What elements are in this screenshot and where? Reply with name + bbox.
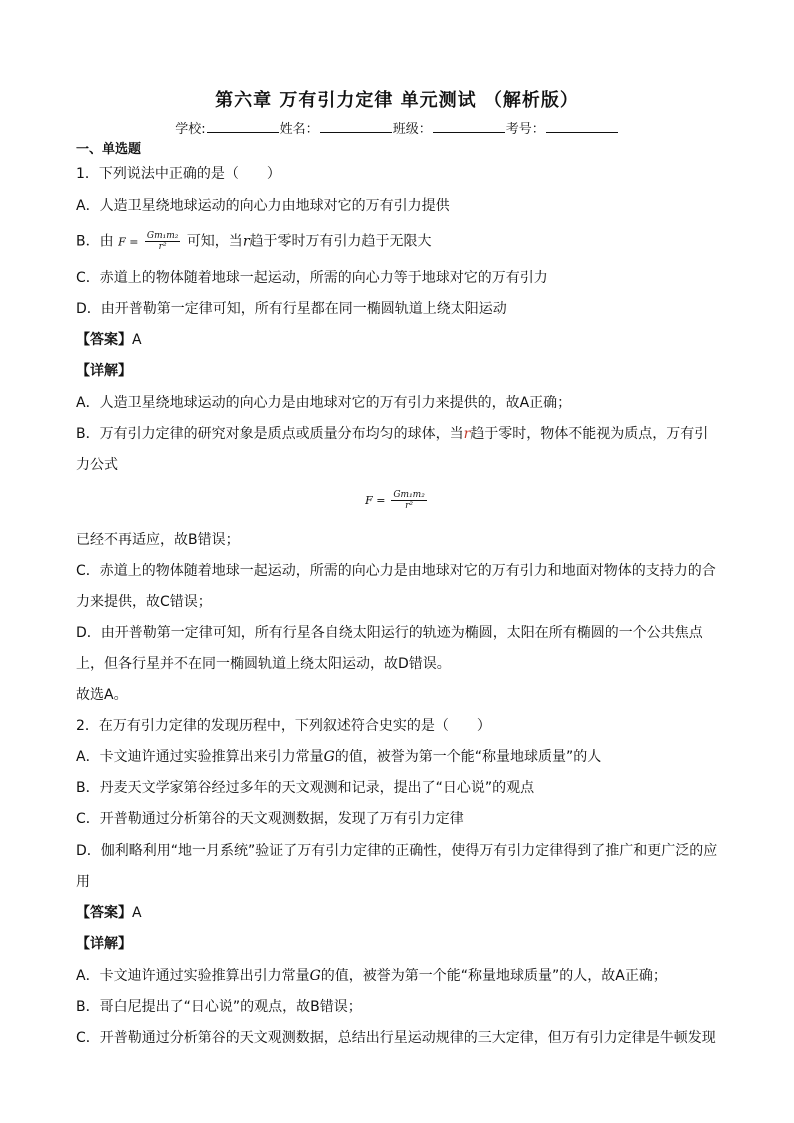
q1-conclusion: 故选A。 bbox=[76, 687, 128, 703]
q1-stem: 1．下列说法中正确的是（ ） bbox=[76, 166, 281, 182]
answer-label: 【答案】 bbox=[76, 332, 132, 348]
q1-detail-b-prefix: B．万有引力定律的研究对象是质点或质量分布均匀的球体，当 bbox=[76, 426, 464, 442]
q1-detail-c-1: C．赤道上的物体随着地球一起运动，所需的向心力是由地球对它的万有引力和地面对物体的支持力的合 bbox=[76, 563, 716, 579]
exam-no-label: 考号： bbox=[505, 122, 545, 137]
q1-detail-a: A．人造卫星绕地球运动的向心力是由地球对它的万有引力来提供的，故A正确； bbox=[76, 395, 572, 411]
gravitation-formula bbox=[145, 231, 180, 252]
q1-detail-c-2: 力来提供，故C错误； bbox=[76, 594, 212, 610]
q1-option-a: A．人造卫星绕地球运动的向心力由地球对它的万有引力提供 bbox=[76, 198, 450, 214]
q1-detail-d-1: D．由开普勒第一定律可知，所有行星各自绕太阳运行的轨迹为椭圆，太阳在所有椭圆的一个公共焦点 bbox=[76, 625, 703, 641]
q2-stem: 2．在万有引力定律的发现历程中，下列叙述符合史实的是（ ） bbox=[76, 718, 491, 734]
class-blank bbox=[433, 120, 505, 133]
q2-answer bbox=[76, 903, 142, 923]
student-info-line bbox=[0, 118, 794, 137]
var-r: r bbox=[242, 233, 250, 250]
q2-detail-a-suffix: 的值，被誉为第一个能“称量地球质量”的人，故A正确； bbox=[320, 968, 667, 984]
q2-detail-a bbox=[76, 966, 667, 986]
q1-detail-b-3: 已经不再适应，故B错误； bbox=[76, 532, 240, 548]
var-r-red: r bbox=[463, 426, 471, 442]
school-label: 学校: bbox=[175, 122, 206, 137]
q2-option-d-1: D．伽利略利用“地一月系统”验证了万有引力定律的正确性，使得万有引力定律得到了推广和更广泛的应 bbox=[76, 843, 718, 859]
q1-detail-label: 【详解】 bbox=[76, 363, 132, 379]
answer-value: A bbox=[132, 332, 142, 348]
q1-option-d: D．由开普勒第一定律可知，所有行星都在同一椭圆轨道上绕太阳运动 bbox=[76, 301, 507, 317]
school-blank bbox=[207, 120, 279, 133]
q2-answer-label: 【答案】 bbox=[76, 905, 132, 921]
q2-option-b: B．丹麦天文学家第谷经过多年的天文观测和记录，提出了“日心说”的观点 bbox=[76, 780, 535, 796]
q2-option-d-2: 用 bbox=[76, 874, 90, 890]
centered-formula-lhs: F = bbox=[365, 494, 386, 507]
q2-option-a bbox=[76, 747, 601, 767]
name-label: 姓名： bbox=[279, 122, 319, 137]
q2-answer-value: A bbox=[132, 905, 142, 921]
q1-detail-b-2: 力公式 bbox=[76, 457, 118, 473]
q2-detail-label: 【详解】 bbox=[76, 936, 132, 952]
q2-detail-b: B．哥白尼提出了“日心说”的观点，故B错误； bbox=[76, 999, 362, 1015]
q1-option-b-mid: 可知，当 bbox=[186, 233, 243, 250]
q1-detail-b-suffix: 趋于零时，物体不能视为质点，万有引 bbox=[470, 426, 709, 442]
class-label: 班级： bbox=[392, 122, 432, 137]
q1-option-c: C．赤道上的物体随着地球一起运动，所需的向心力等于地球对它的万有引力 bbox=[76, 270, 548, 286]
q1-answer bbox=[76, 330, 142, 350]
formula-numerator: Gm₁m₂ bbox=[146, 231, 179, 241]
centered-numerator: Gm₁m₂ bbox=[393, 490, 425, 500]
q2-detail-c: C．开普勒通过分析第谷的天文观测数据，总结出行星运动规律的三大定律，但万有引力定律是牛顿发现 bbox=[76, 1030, 716, 1046]
formula-lhs: F = bbox=[118, 235, 139, 249]
formula-denominator: r² bbox=[158, 242, 167, 252]
q1-detail-d-2: 上，但各行星并不在同一椭圆轨道上绕太阳运动，故D错误。 bbox=[76, 656, 451, 672]
q2-option-a-suffix: 的值，被誉为第一个能“称量地球质量”的人 bbox=[334, 749, 602, 765]
q1-option-b bbox=[76, 231, 432, 253]
q2-option-c: C．开普勒通过分析第谷的天文观测数据，发现了万有引力定律 bbox=[76, 811, 464, 827]
name-blank bbox=[320, 120, 392, 133]
q2-option-a-prefix: A．卡文迪许通过实验推算出来引力常量 bbox=[76, 749, 324, 765]
var-g-detail: G bbox=[309, 968, 321, 984]
centered-fraction bbox=[391, 490, 426, 511]
q1-option-b-prefix: B．由 bbox=[76, 233, 114, 250]
centered-denominator: r² bbox=[405, 501, 414, 511]
q1-detail-b-1 bbox=[76, 424, 708, 444]
q1-option-b-suffix: 趋于零时万有引力趋于无限大 bbox=[249, 233, 432, 250]
page-title: 第六章 万有引力定律 单元测试 （解析版） bbox=[215, 90, 579, 111]
q2-detail-a-prefix: A．卡文迪许通过实验推算出引力常量 bbox=[76, 968, 310, 984]
exam-no-blank bbox=[546, 120, 618, 133]
section-heading: 一、单选题 bbox=[76, 142, 142, 157]
centered-formula bbox=[0, 490, 794, 511]
var-g: G bbox=[323, 749, 335, 765]
